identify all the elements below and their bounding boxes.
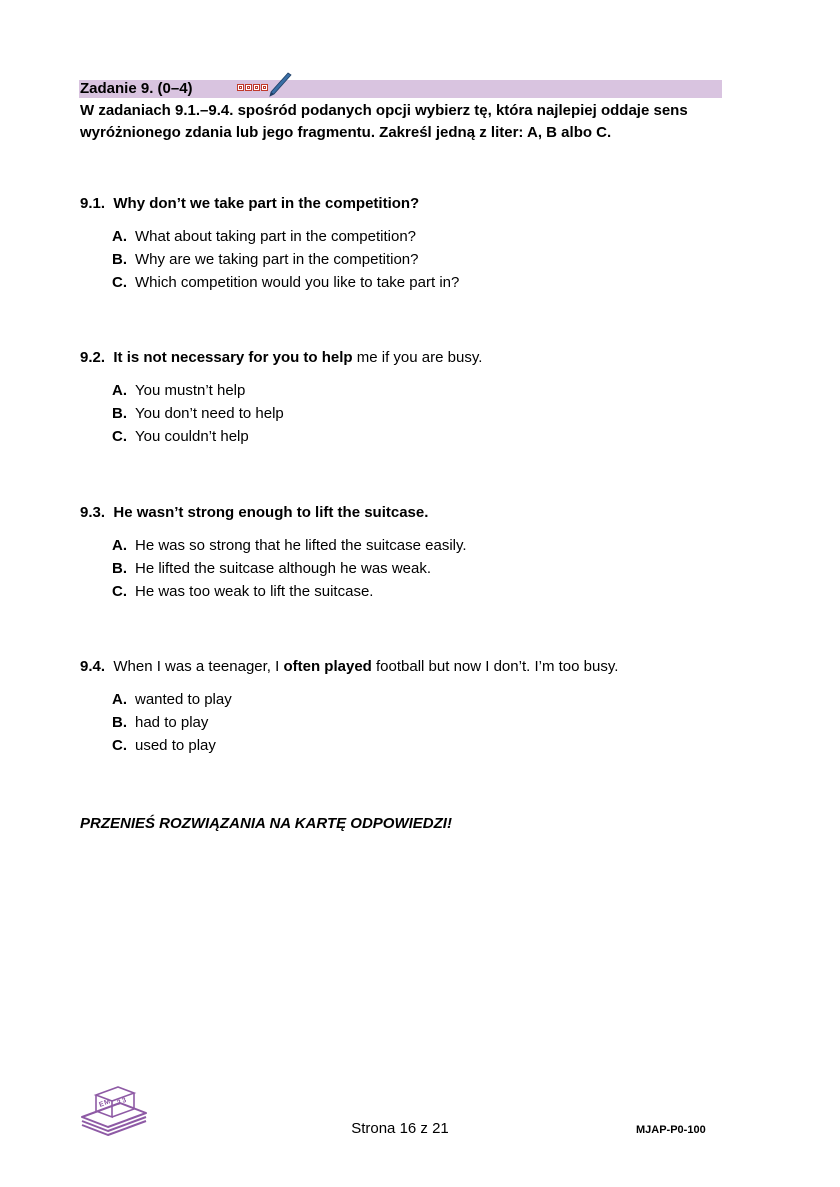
stem-after: me if you are busy. <box>352 349 483 366</box>
option-letter[interactable]: A. <box>112 537 127 554</box>
option-text: Why are we taking part in the competition? <box>135 251 419 268</box>
option-text: You mustn’t help <box>135 382 246 399</box>
exam-code: MJAP-P0-100 <box>636 1124 706 1136</box>
option-b[interactable] <box>112 248 760 271</box>
option-c[interactable] <box>112 425 760 448</box>
option-letter[interactable]: A. <box>112 382 127 399</box>
stem-highlighted: Why don’t we take part in the competition? <box>113 195 420 212</box>
option-c[interactable] <box>112 271 760 294</box>
question-9-4 <box>80 657 760 757</box>
options-list <box>112 688 760 757</box>
question-number: 9.3. <box>80 504 106 521</box>
option-b[interactable] <box>112 402 760 425</box>
task-instruction: W zadaniach 9.1.–9.4. spośród podanych opcji wybierz tę, która najlepiej oddaje sens wyróżnionego zdania lub jego fragmentu. Zakreśl jedną z liter: A, B albo C. <box>80 102 688 141</box>
question-9-3 <box>80 503 760 603</box>
option-a[interactable] <box>112 225 760 248</box>
pencil-icon <box>268 71 292 97</box>
option-letter[interactable]: B. <box>112 714 127 731</box>
svg-text:E: E <box>98 1100 106 1109</box>
options-list <box>112 225 760 294</box>
option-text: Which competition would you like to take part in? <box>135 274 460 291</box>
option-text: He lifted the suitcase although he was weak. <box>135 560 432 577</box>
option-letter[interactable]: B. <box>112 251 127 268</box>
option-letter[interactable]: C. <box>112 274 127 291</box>
option-letter[interactable]: A. <box>112 228 127 245</box>
question-9-2 <box>80 348 760 448</box>
question-stem <box>80 657 760 677</box>
stem-highlighted: He wasn’t strong enough to lift the suitcase. <box>113 504 429 521</box>
page-number: Strona 16 z 21 <box>351 1120 449 1137</box>
stem-before: When I was a teenager, I <box>113 658 284 675</box>
question-stem <box>80 503 760 523</box>
question-9-1 <box>80 194 760 294</box>
transfer-answers-note: PRZENIEŚ ROZWIĄZANIA NA KARTĘ ODPOWIEDZI! <box>80 815 452 832</box>
option-text: You don’t need to help <box>135 405 284 422</box>
question-number: 9.4. <box>80 658 106 675</box>
options-list <box>112 534 760 603</box>
stem-highlighted: often played <box>283 658 372 675</box>
option-text: had to play <box>135 714 209 731</box>
option-letter[interactable]: A. <box>112 691 127 708</box>
option-text: What about taking part in the competition? <box>135 228 417 245</box>
option-letter[interactable]: C. <box>112 428 127 445</box>
question-stem <box>80 194 760 214</box>
option-text: You couldn’t help <box>135 428 249 445</box>
option-letter[interactable]: C. <box>112 583 127 600</box>
option-letter[interactable]: B. <box>112 405 127 422</box>
score-boxes <box>237 84 268 91</box>
svg-text:2: 2 <box>116 1098 123 1107</box>
task-title: Zadanie 9. (0–4) <box>80 80 193 97</box>
stem-after: football but now I don’t. I’m too busy. <box>371 658 619 675</box>
option-text: wanted to play <box>135 691 232 708</box>
svg-text:3: 3 <box>121 1096 128 1105</box>
option-b[interactable] <box>112 711 760 734</box>
stem-highlighted: It is not necessary for you to help <box>113 349 353 366</box>
option-a[interactable] <box>112 534 760 557</box>
option-c[interactable] <box>112 734 760 757</box>
option-letter[interactable]: B. <box>112 560 127 577</box>
option-text: He was too weak to lift the suitcase. <box>135 583 374 600</box>
option-text: He was so strong that he lifted the suitcase easily. <box>135 537 467 554</box>
option-a[interactable] <box>112 688 760 711</box>
option-a[interactable] <box>112 379 760 402</box>
svg-text:M: M <box>103 1098 112 1107</box>
option-text: used to play <box>135 737 216 754</box>
score-box-icon <box>237 84 244 91</box>
option-b[interactable] <box>112 557 760 580</box>
question-number: 9.1. <box>80 195 106 212</box>
option-letter[interactable]: C. <box>112 737 127 754</box>
score-box-icon <box>253 84 260 91</box>
option-c[interactable] <box>112 580 760 603</box>
score-box-icon <box>245 84 252 91</box>
options-list <box>112 379 760 448</box>
question-number: 9.2. <box>80 349 106 366</box>
question-stem <box>80 348 760 368</box>
score-box-icon <box>261 84 268 91</box>
